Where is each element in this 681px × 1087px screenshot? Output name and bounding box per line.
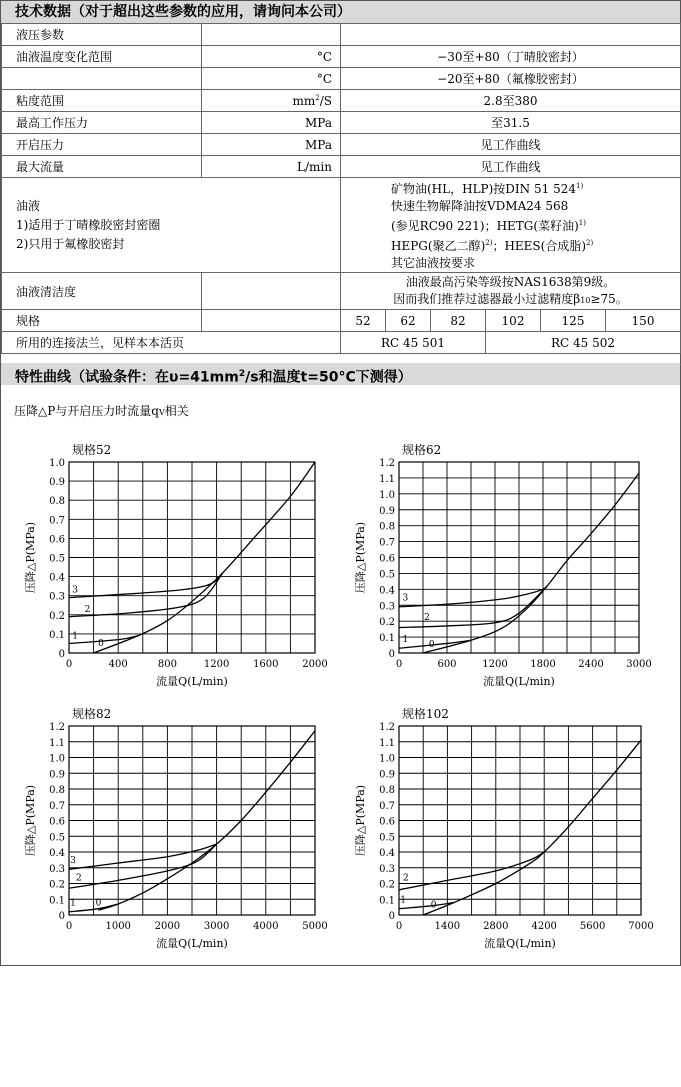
y-tick-label: 1.0 (49, 458, 65, 469)
x-tick-label: 5000 (302, 921, 328, 932)
series-label-0: 0 (98, 639, 104, 650)
y-tick-label: 0.2 (49, 879, 65, 891)
series-label-2: 2 (403, 873, 409, 884)
y-tick-label: 0.5 (49, 832, 65, 844)
x-tick-label: 1000 (105, 921, 131, 932)
chart-size-62 (350, 436, 670, 696)
crack-pressure-unit: MPa (202, 134, 341, 156)
y-tick-label: 1.0 (379, 753, 395, 765)
x-tick-label: 3000 (203, 921, 230, 932)
y-tick-label: 0.8 (49, 496, 65, 508)
chart-title: 规格52 (72, 443, 112, 457)
series-line-0 (423, 740, 641, 915)
y-tick-label: 0.2 (379, 879, 395, 891)
y-tick-label: 0.3 (379, 601, 395, 613)
x-tick-label: 0 (395, 921, 403, 932)
chart-title: 规格82 (72, 707, 112, 721)
x-tick-label: 400 (108, 659, 128, 670)
x-tick-label: 1200 (203, 659, 230, 670)
y-tick-label: 1.2 (379, 722, 395, 733)
y-tick-label: 0.4 (49, 572, 65, 584)
y-tick-label: 0.6 (49, 816, 65, 828)
series-label-0: 0 (428, 639, 435, 650)
y-tick-label: 0.7 (49, 800, 65, 812)
size-cell: 125 (541, 310, 606, 332)
max-flow-row (2, 156, 681, 178)
y-tick-label: 0.9 (379, 505, 395, 517)
y-tick-label: 0 (58, 649, 65, 660)
series-line-1 (399, 640, 471, 648)
x-tick-label: 0 (65, 921, 73, 932)
series-label-1: 1 (402, 635, 409, 646)
y-tick-label: 0.8 (379, 521, 395, 533)
x-tick-label: 0 (65, 659, 73, 670)
chart-title: 规格62 (402, 443, 442, 457)
temp-value-2: −20至+80（氟橡胶密封） (341, 68, 681, 90)
series-label-1: 1 (72, 631, 79, 642)
y-tick-label: 1.1 (49, 737, 65, 749)
y-tick-label: 0.8 (379, 785, 395, 796)
fluid-note-1: 1)适用于丁晴橡胶密封密圈 (16, 217, 161, 232)
x-tick-label: 2000 (302, 659, 328, 670)
fluid-label-cell (2, 178, 341, 273)
x-tick-label: 3000 (626, 659, 652, 670)
size-cell: 82 (431, 310, 486, 332)
y-tick-label: 0.9 (379, 769, 395, 781)
y-tick-label: 0 (58, 911, 65, 922)
x-tick-label: 5600 (579, 921, 606, 932)
x-axis-label: 流量Q(L/min) (483, 675, 555, 688)
x-tick-label: 4000 (253, 921, 279, 932)
y-axis-label: 压降△P(MPa) (24, 784, 37, 857)
max-flow-unit: L/min (202, 156, 341, 178)
fluid-note-2: 2)只用于氟橡胶密封 (16, 236, 125, 251)
max-flow-label: 最大流量 (2, 156, 202, 178)
y-tick-label: 0.3 (379, 863, 395, 875)
y-tick-label: 0.4 (49, 848, 65, 859)
y-tick-label: 0.5 (49, 553, 65, 565)
crack-pressure-value: 见工作曲线 (341, 134, 681, 156)
y-axis-label: 压降△P(MPa) (354, 784, 367, 857)
tech-data-title: 技术数据（对于超出这些参数的应用，请询问本公司） (15, 4, 351, 20)
fluid-row (2, 178, 681, 273)
max-pressure-label: 最高工作压力 (2, 112, 202, 134)
y-tick-label: 0.8 (49, 785, 65, 796)
flange-value-1: RC 45 501 (341, 332, 486, 354)
y-tick-label: 0.2 (379, 617, 395, 629)
y-tick-label: 0.4 (379, 585, 395, 597)
y-tick-label: 0.1 (379, 895, 395, 907)
curves-header: 特性曲线（试验条件：在$\upsilon=41mm^2/s$和温度t=50°C下测得） (1, 363, 680, 385)
cleanliness-value: 油液最高污染等级按NAS1638第9级。 因而我们推荐过滤器最小过滤精度β10≥75。 (341, 273, 681, 310)
fluid-values: 矿物油(HL，HLP)按DIN 51 524$^{1)}$ 快速生物解降油按VDMA24 568 (参见RC90 221)；HETG(菜籽油)$^{1)}$ HEPG(聚乙二醇)$^{2)}$；HEES(合成脂)$^{2)}$ 其它油液按要求 (341, 178, 681, 273)
fluid-label: 油液 (16, 198, 41, 213)
y-tick-label: 1.0 (379, 489, 395, 501)
flange-value-2: RC 45 502 (486, 332, 681, 354)
series-label-2: 2 (84, 604, 91, 615)
temp-unit-1: °C (202, 46, 341, 68)
temp-row-1 (2, 46, 681, 68)
max-pressure-unit: MPa (202, 112, 341, 134)
size-cell: 52 (341, 310, 386, 332)
chart-title: 规格102 (402, 707, 449, 721)
y-tick-label: 1.0 (49, 753, 65, 765)
y-tick-label: 0.7 (379, 537, 395, 549)
y-tick-label: 0.1 (49, 895, 65, 907)
x-tick-label: 600 (437, 659, 457, 670)
flange-row (2, 332, 681, 354)
tech-data-header (1, 1, 680, 23)
y-tick-label: 1.2 (379, 458, 395, 469)
size-cell: 150 (606, 310, 681, 332)
viscosity-value: 2.8至380 (341, 90, 681, 112)
x-tick-label: 2400 (578, 659, 604, 670)
x-tick-label: 1800 (530, 659, 556, 670)
sizes-label: 规格 (2, 310, 202, 332)
sizes-row (2, 310, 681, 332)
y-tick-label: 0.3 (49, 591, 65, 603)
y-tick-label: 1.1 (379, 473, 395, 485)
curves-note: 压降△P与开启压力时流量qV相关 (14, 404, 189, 418)
temp-value-1: −30至+80（丁晴胶密封） (341, 46, 681, 68)
cleanliness-label: 油液清洁度 (2, 273, 202, 310)
y-tick-label: 0.4 (379, 848, 395, 859)
y-tick-label: 1.1 (379, 737, 395, 749)
y-tick-label: 0.3 (49, 863, 65, 875)
y-tick-label: 0.1 (49, 629, 65, 641)
y-tick-label: 0.7 (49, 515, 65, 527)
max-pressure-row (2, 112, 681, 134)
series-label-2: 2 (75, 873, 82, 884)
chart-size-102 (350, 700, 670, 960)
y-tick-label: 0.9 (49, 477, 65, 489)
crack-pressure-row (2, 134, 681, 156)
series-label-1: 1 (400, 895, 407, 906)
series-label-2: 2 (424, 612, 430, 623)
max-pressure-value: 至31.5 (341, 112, 681, 134)
hydraulic-row (2, 24, 681, 46)
max-flow-value: 见工作曲线 (341, 156, 681, 178)
y-tick-label: 0.2 (49, 610, 65, 622)
x-tick-label: 7000 (628, 921, 654, 932)
viscosity-label: 粘度范围 (2, 90, 202, 112)
hydraulic-label: 液压参数 (2, 24, 202, 46)
x-tick-label: 800 (157, 659, 177, 670)
y-tick-label: 0 (388, 649, 395, 660)
y-tick-label: 0.6 (379, 553, 395, 565)
flange-label: 所用的连接法兰，见样本本活页 (2, 332, 341, 354)
viscosity-unit: $mm^2/S$ (202, 90, 341, 112)
y-tick-label: 1.2 (49, 722, 65, 733)
y-tick-label: 0.6 (49, 534, 65, 546)
chart-size-82 (20, 700, 340, 960)
y-tick-label: 0.5 (379, 569, 395, 581)
x-tick-label: 1600 (253, 659, 279, 670)
y-tick-label: 0.6 (379, 816, 395, 828)
temp-unit-2: °C (202, 68, 341, 90)
viscosity-row (2, 90, 681, 112)
size-cell: 102 (486, 310, 541, 332)
temp-label: 油液温度变化范围 (2, 46, 202, 68)
y-tick-label: 0.7 (379, 800, 395, 812)
y-axis-label: 压降△P(MPa) (354, 521, 367, 594)
y-tick-label: 0.1 (379, 633, 395, 645)
x-axis-label: 流量Q(L/min) (484, 937, 556, 950)
y-tick-label: 0.9 (49, 769, 65, 781)
size-cell: 62 (386, 310, 431, 332)
temp-row-2 (2, 68, 681, 90)
series-label-3: 3 (402, 593, 409, 604)
x-axis-label: 流量Q(L/min) (156, 675, 228, 688)
x-tick-label: 4200 (531, 921, 557, 932)
series-label-0: 0 (95, 898, 102, 909)
x-tick-label: 0 (395, 659, 403, 670)
crack-pressure-label: 开启压力 (2, 134, 202, 156)
x-axis-label: 流量Q(L/min) (156, 937, 228, 950)
x-tick-label: 1400 (434, 921, 461, 932)
spec-table (1, 23, 681, 365)
series-label-3: 3 (72, 585, 79, 596)
y-tick-label: 0.5 (379, 832, 395, 844)
cleanliness-row (2, 273, 681, 310)
series-label-3: 3 (70, 856, 76, 867)
series-label-1: 1 (70, 898, 76, 909)
x-tick-label: 2000 (154, 921, 181, 932)
chart-size-52 (20, 436, 340, 696)
x-tick-label: 1200 (482, 659, 508, 670)
series-label-0: 0 (430, 900, 437, 911)
y-axis-label: 压降△P(MPa) (24, 521, 37, 594)
x-tick-label: 2800 (483, 921, 509, 932)
y-tick-label: 0 (388, 911, 395, 922)
